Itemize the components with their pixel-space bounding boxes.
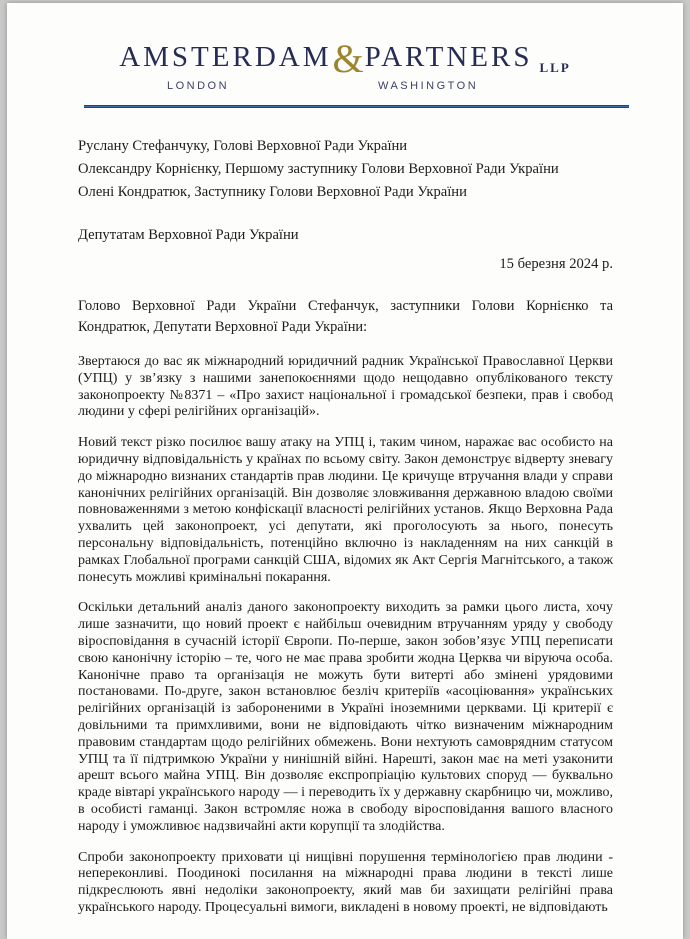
recipient-line: Олені Кондратюк, Заступнику Голови Верховної Ради України: [78, 184, 467, 200]
letter-date: 15 березня 2024 р.: [499, 256, 613, 272]
recipient-block: [78, 135, 613, 204]
paragraph-3: Оскільки детальний аналіз даного законопроекту виходить за рамки цього листа, хочу лише зазначити, що новий проект є найбільш очевидним втручанням уряду у свободу віросповідання в сучасній історії Європи. По-перше, закон зобов’язує УПЦ переписати свою канонічну історію – те, чого не має права зробити жодна Церква чи віруюча особа. Канонічне право та організація не можуть бути витерті або змінені урядовими постановами. По-друге, закон встановлює безліч критеріїв «асоціювання» українських релігійних організацій із забороненими в Україні іноземними церквами. Ці критерії є довільними та примхливими, вони не відповідають чітко визначеним міжнародним правовим стандартам щодо релігійних обмежень. Вони нехтують самоврядним статусом УПЦ та її підтримкою України у нинішній війні. Нарешті, закон має на меті узаконити арешт всього майна УПЦ. Він дозволяє експропріацію культових споруд — буквально краде вівтарі українського народу — і переводить їх у державну скарбницю чи, можливо, в особисті гаманці. Закон встромляє ножа в свободу віросповідання вашого власного народу і уможливює надзвичайні акти корупції та злодійства.: [78, 600, 613, 834]
ampersand-glyph: &: [332, 36, 364, 81]
letterhead-divider: [84, 105, 629, 108]
letter-page: [7, 3, 683, 939]
recipient-deputies-line: Депутатам Верховної Ради України: [78, 227, 299, 243]
letterhead: [7, 3, 683, 95]
salutation: Голово Верховної Ради України Стефанчук, заступники Голови Корнієнко та Кондратюк, Депутати Верховної Ради України:: [78, 298, 613, 335]
firm-name-left: AMSTERDAM: [119, 40, 332, 73]
paragraph-1: Звертаюся до вас як міжнародний юридичний радник Української Православної Церкви (УПЦ) у зв’язку з нашими занепокоєннями щодо нещодавно опублікованого тексту законопроекту №8371 – «Про захист національної і громадської безпеки, прав і свобод людини у сфері релігійних організацій».: [78, 354, 613, 420]
firm-logo: [7, 36, 683, 81]
firm-suffix: LLP: [539, 60, 571, 75]
office-london: LONDON: [167, 80, 230, 92]
paragraph-4: Спроби законопроекту приховати ці нищівні порушення термінологією прав людини - непереконливі. Поодинокі посилання на міжнародні права людини в тексті лише підкреслюють явні недоліки законопроекту, який мав би захищати релігійні права українського народу. Процесуальні вимоги, викладені в новому проекті, не відповідають: [78, 849, 613, 915]
firm-name-right: PARTNERS: [364, 40, 533, 73]
office-washington: WASHINGTON: [378, 80, 479, 92]
recipient-line: Руслану Стефанчуку, Голові Верховної Ради України: [78, 138, 408, 154]
office-locations: [95, 80, 595, 95]
paragraph-2: Новий текст різко посилює вашу атаку на УПЦ і, таким чином, наражає вас особисто на юридичну відповідальність у країнах по всьому світу. Закон демонструє відверту зневагу до міжнародно визнаних стандартів прав людини. Це кричуще втручання влади у справи канонічних релігійних організацій. Він дозволяє зловживання державною владою своїми повноваженнями з метою конфіскації власності релігійних установ. Якщо Верховна Рада ухвалить цей законопроект, усі депутати, які проголосують за нього, понесуть персональну відповідальність, потенційно включно із накладенням на них санкцій в рамках Глобальної програми санкцій США, відомих як Акт Сергія Магнітського, а також понесуть можливі кримінальні покарання.: [78, 435, 613, 585]
recipient-line: Олександру Корнієнку, Першому заступнику Голови Верховної Ради України: [78, 161, 559, 177]
letter-body: [7, 135, 683, 917]
